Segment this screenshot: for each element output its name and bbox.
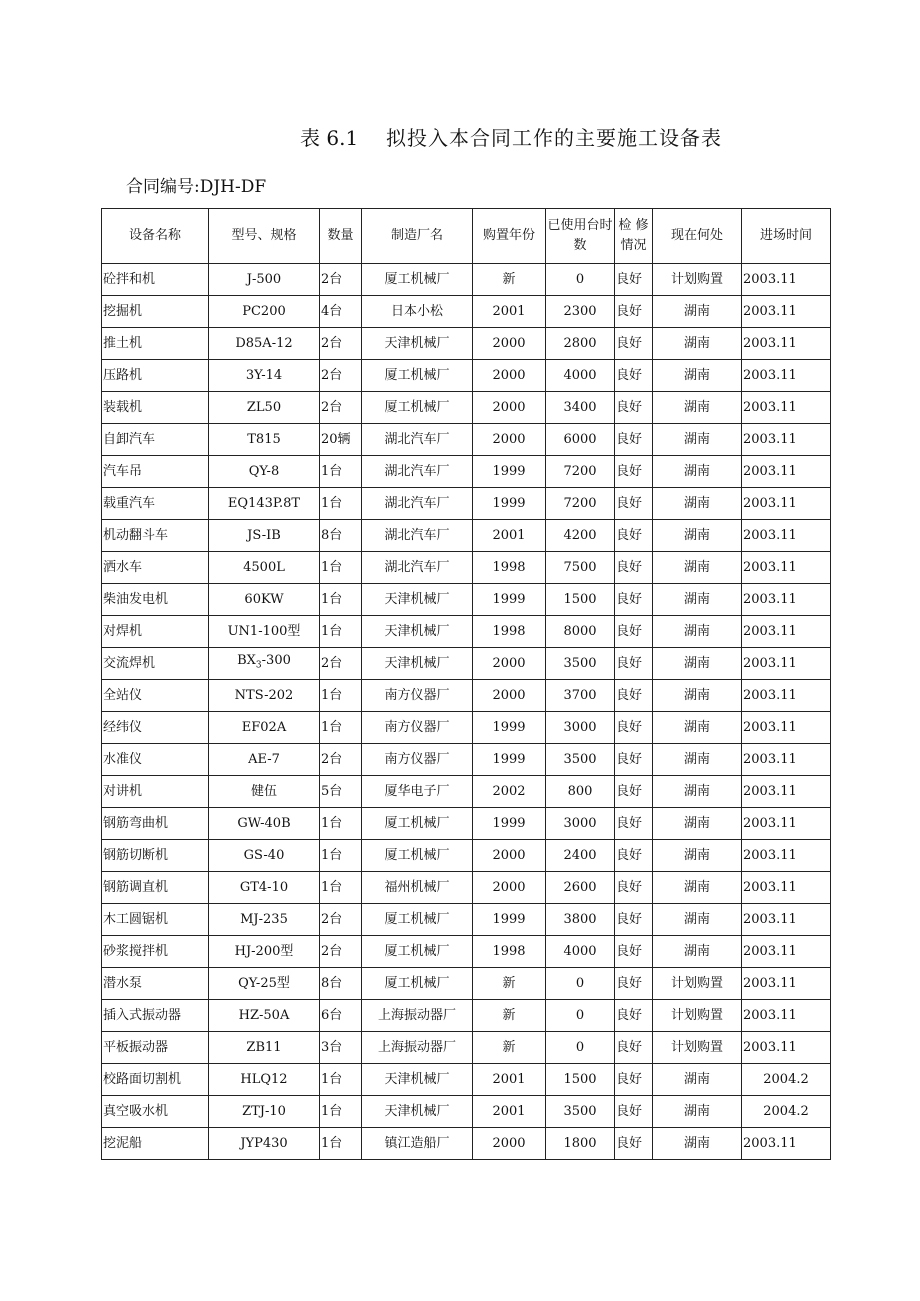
cell-hours-used: 3500	[546, 1096, 615, 1128]
table-row	[102, 808, 831, 840]
header-location: 现在何处	[653, 209, 742, 264]
cell-model: EQ143P.8T	[209, 488, 320, 520]
header-condition: 检 修情况	[615, 209, 653, 264]
cell-purchase-year: 1999	[473, 488, 546, 520]
cell-hours-used: 2400	[546, 840, 615, 872]
cell-location: 计划购置	[653, 1032, 742, 1064]
cell-quantity: 8台	[320, 520, 362, 552]
table-row	[102, 392, 831, 424]
cell-model: GW-40B	[209, 808, 320, 840]
cell-quantity: 1台	[320, 1096, 362, 1128]
cell-model: D85A-12	[209, 328, 320, 360]
cell-equipment-name: 全站仪	[102, 680, 209, 712]
cell-manufacturer: 湖北汽车厂	[362, 488, 473, 520]
cell-hours-used: 1500	[546, 1064, 615, 1096]
header-manufacturer: 制造厂名	[362, 209, 473, 264]
cell-condition: 良好	[615, 680, 653, 712]
table-row	[102, 488, 831, 520]
cell-model: EF02A	[209, 712, 320, 744]
cell-manufacturer: 南方仪器厂	[362, 712, 473, 744]
cell-model: GS-40	[209, 840, 320, 872]
cell-purchase-year: 1998	[473, 552, 546, 584]
cell-equipment-name: 汽车吊	[102, 456, 209, 488]
cell-model: HJ-200型	[209, 936, 320, 968]
document-title	[0, 122, 920, 154]
table-row	[102, 424, 831, 456]
cell-purchase-year: 2000	[473, 680, 546, 712]
cell-entry-time: 2003.11	[742, 360, 831, 392]
cell-entry-time: 2003.11	[742, 584, 831, 616]
table-row	[102, 936, 831, 968]
cell-location: 湖南	[653, 456, 742, 488]
cell-hours-used: 7200	[546, 456, 615, 488]
cell-model: T815	[209, 424, 320, 456]
cell-location: 湖南	[653, 1064, 742, 1096]
table-row	[102, 1032, 831, 1064]
cell-hours-used: 2600	[546, 872, 615, 904]
cell-purchase-year: 2000	[473, 424, 546, 456]
cell-manufacturer: 福州机械厂	[362, 872, 473, 904]
table-header-row	[102, 209, 831, 264]
cell-purchase-year: 1999	[473, 904, 546, 936]
table-row	[102, 904, 831, 936]
cell-model: HZ-50A	[209, 1000, 320, 1032]
cell-hours-used: 1800	[546, 1128, 615, 1160]
cell-condition: 良好	[615, 872, 653, 904]
cell-equipment-name: 挖掘机	[102, 296, 209, 328]
cell-hours-used: 0	[546, 968, 615, 1000]
cell-manufacturer: 厦工机械厂	[362, 936, 473, 968]
cell-purchase-year: 新	[473, 968, 546, 1000]
cell-purchase-year: 1999	[473, 744, 546, 776]
cell-manufacturer: 南方仪器厂	[362, 680, 473, 712]
cell-entry-time: 2003.11	[742, 648, 831, 680]
cell-model: QY-25型	[209, 968, 320, 1000]
cell-quantity: 3台	[320, 1032, 362, 1064]
cell-equipment-name: 载重汽车	[102, 488, 209, 520]
cell-condition: 良好	[615, 648, 653, 680]
cell-quantity: 20辆	[320, 424, 362, 456]
cell-purchase-year: 2000	[473, 328, 546, 360]
table-row	[102, 264, 831, 296]
table-number: 表 6.1	[300, 126, 359, 150]
cell-manufacturer: 湖北汽车厂	[362, 424, 473, 456]
cell-entry-time: 2003.11	[742, 840, 831, 872]
cell-hours-used: 1500	[546, 584, 615, 616]
cell-equipment-name: 经纬仪	[102, 712, 209, 744]
cell-quantity: 1台	[320, 456, 362, 488]
cell-entry-time: 2003.11	[742, 1032, 831, 1064]
cell-purchase-year: 1998	[473, 616, 546, 648]
cell-model: AE-7	[209, 744, 320, 776]
cell-purchase-year: 新	[473, 1000, 546, 1032]
cell-equipment-name: 挖泥船	[102, 1128, 209, 1160]
cell-hours-used: 3800	[546, 904, 615, 936]
cell-equipment-name: 装载机	[102, 392, 209, 424]
cell-quantity: 2台	[320, 904, 362, 936]
cell-location: 湖南	[653, 520, 742, 552]
cell-model: MJ-235	[209, 904, 320, 936]
cell-entry-time: 2003.11	[742, 456, 831, 488]
table-row	[102, 328, 831, 360]
cell-hours-used: 0	[546, 264, 615, 296]
cell-hours-used: 8000	[546, 616, 615, 648]
cell-model: QY-8	[209, 456, 320, 488]
cell-condition: 良好	[615, 520, 653, 552]
cell-quantity: 1台	[320, 872, 362, 904]
cell-hours-used: 2300	[546, 296, 615, 328]
cell-location: 湖南	[653, 552, 742, 584]
cell-location: 计划购置	[653, 1000, 742, 1032]
cell-condition: 良好	[615, 360, 653, 392]
cell-manufacturer: 天津机械厂	[362, 1064, 473, 1096]
cell-quantity: 1台	[320, 712, 362, 744]
cell-condition: 良好	[615, 904, 653, 936]
cell-condition: 良好	[615, 936, 653, 968]
cell-equipment-name: 钢筋调直机	[102, 872, 209, 904]
cell-equipment-name: 插入式振动器	[102, 1000, 209, 1032]
cell-quantity: 1台	[320, 840, 362, 872]
cell-manufacturer: 天津机械厂	[362, 1096, 473, 1128]
cell-manufacturer: 湖北汽车厂	[362, 520, 473, 552]
cell-manufacturer: 厦工机械厂	[362, 840, 473, 872]
cell-manufacturer: 南方仪器厂	[362, 744, 473, 776]
cell-entry-time: 2003.11	[742, 392, 831, 424]
cell-purchase-year: 2000	[473, 872, 546, 904]
cell-location: 计划购置	[653, 968, 742, 1000]
cell-hours-used: 7500	[546, 552, 615, 584]
cell-entry-time: 2003.11	[742, 328, 831, 360]
cell-location: 湖南	[653, 392, 742, 424]
cell-entry-time: 2003.11	[742, 1128, 831, 1160]
header-quantity: 数量	[320, 209, 362, 264]
cell-quantity: 1台	[320, 680, 362, 712]
cell-condition: 良好	[615, 1128, 653, 1160]
cell-location: 计划购置	[653, 264, 742, 296]
cell-condition: 良好	[615, 712, 653, 744]
header-hours-used: 已使用台时数	[546, 209, 615, 264]
cell-model: 60KW	[209, 584, 320, 616]
cell-hours-used: 3000	[546, 712, 615, 744]
cell-location: 湖南	[653, 1096, 742, 1128]
cell-location: 湖南	[653, 616, 742, 648]
cell-equipment-name: 平板振动器	[102, 1032, 209, 1064]
cell-hours-used: 3400	[546, 392, 615, 424]
cell-quantity: 1台	[320, 616, 362, 648]
cell-entry-time: 2003.11	[742, 264, 831, 296]
cell-condition: 良好	[615, 968, 653, 1000]
contract-number: 合同编号:DJH-DF	[126, 177, 267, 197]
table-row	[102, 1000, 831, 1032]
cell-model: 4500L	[209, 552, 320, 584]
table-row	[102, 616, 831, 648]
cell-model: ZL50	[209, 392, 320, 424]
cell-manufacturer: 厦工机械厂	[362, 392, 473, 424]
cell-manufacturer: 天津机械厂	[362, 584, 473, 616]
cell-entry-time: 2003.11	[742, 424, 831, 456]
cell-quantity: 4台	[320, 296, 362, 328]
cell-purchase-year: 2000	[473, 648, 546, 680]
cell-manufacturer: 日本小松	[362, 296, 473, 328]
cell-model: PC200	[209, 296, 320, 328]
cell-quantity: 1台	[320, 584, 362, 616]
table-title: 拟投入本合同工作的主要施工设备表	[386, 126, 722, 150]
cell-model: JYP430	[209, 1128, 320, 1160]
cell-entry-time: 2003.11	[742, 936, 831, 968]
table-row	[102, 520, 831, 552]
cell-entry-time: 2003.11	[742, 520, 831, 552]
cell-hours-used: 2800	[546, 328, 615, 360]
header-equipment-name: 设备名称	[102, 209, 209, 264]
cell-manufacturer: 厦工机械厂	[362, 904, 473, 936]
cell-hours-used: 3500	[546, 744, 615, 776]
cell-purchase-year: 2001	[473, 1096, 546, 1128]
cell-equipment-name: 对焊机	[102, 616, 209, 648]
cell-condition: 良好	[615, 840, 653, 872]
cell-model: ZTJ-10	[209, 1096, 320, 1128]
cell-location: 湖南	[653, 744, 742, 776]
cell-quantity: 2台	[320, 648, 362, 680]
cell-quantity: 2台	[320, 328, 362, 360]
cell-hours-used: 800	[546, 776, 615, 808]
cell-condition: 良好	[615, 552, 653, 584]
cell-quantity: 6台	[320, 1000, 362, 1032]
cell-model: JS-IB	[209, 520, 320, 552]
cell-quantity: 8台	[320, 968, 362, 1000]
cell-hours-used: 7200	[546, 488, 615, 520]
cell-purchase-year: 2001	[473, 296, 546, 328]
cell-location: 湖南	[653, 904, 742, 936]
cell-equipment-name: 对讲机	[102, 776, 209, 808]
cell-manufacturer: 厦华电子厂	[362, 776, 473, 808]
cell-condition: 良好	[615, 808, 653, 840]
cell-location: 湖南	[653, 296, 742, 328]
cell-condition: 良好	[615, 424, 653, 456]
cell-condition: 良好	[615, 456, 653, 488]
cell-entry-time: 2003.11	[742, 776, 831, 808]
cell-condition: 良好	[615, 1000, 653, 1032]
cell-location: 湖南	[653, 776, 742, 808]
cell-manufacturer: 湖北汽车厂	[362, 552, 473, 584]
cell-hours-used: 6000	[546, 424, 615, 456]
header-model: 型号、规格	[209, 209, 320, 264]
cell-quantity: 1台	[320, 552, 362, 584]
cell-model: GT4-10	[209, 872, 320, 904]
cell-manufacturer: 厦工机械厂	[362, 360, 473, 392]
cell-condition: 良好	[615, 392, 653, 424]
cell-entry-time: 2003.11	[742, 680, 831, 712]
cell-equipment-name: 自卸汽车	[102, 424, 209, 456]
cell-manufacturer: 厦工机械厂	[362, 264, 473, 296]
cell-entry-time: 2003.11	[742, 1000, 831, 1032]
cell-purchase-year: 新	[473, 1032, 546, 1064]
cell-location: 湖南	[653, 328, 742, 360]
table-row	[102, 296, 831, 328]
cell-location: 湖南	[653, 424, 742, 456]
cell-condition: 良好	[615, 296, 653, 328]
cell-manufacturer: 上海振动器厂	[362, 1032, 473, 1064]
cell-equipment-name: 真空吸水机	[102, 1096, 209, 1128]
cell-location: 湖南	[653, 1128, 742, 1160]
cell-equipment-name: 砼拌和机	[102, 264, 209, 296]
cell-purchase-year: 2000	[473, 1128, 546, 1160]
cell-hours-used: 4000	[546, 936, 615, 968]
table-row	[102, 1096, 831, 1128]
cell-entry-time: 2003.11	[742, 968, 831, 1000]
cell-condition: 良好	[615, 1032, 653, 1064]
cell-manufacturer: 厦工机械厂	[362, 808, 473, 840]
cell-manufacturer: 天津机械厂	[362, 648, 473, 680]
cell-quantity: 2台	[320, 392, 362, 424]
cell-location: 湖南	[653, 936, 742, 968]
cell-entry-time: 2003.11	[742, 616, 831, 648]
table-row	[102, 712, 831, 744]
cell-purchase-year: 1999	[473, 456, 546, 488]
cell-location: 湖南	[653, 840, 742, 872]
header-entry-time: 进场时间	[742, 209, 831, 264]
cell-quantity: 2台	[320, 936, 362, 968]
table-row	[102, 872, 831, 904]
cell-equipment-name: 潜水泵	[102, 968, 209, 1000]
cell-manufacturer: 湖北汽车厂	[362, 456, 473, 488]
cell-entry-time: 2003.11	[742, 872, 831, 904]
cell-equipment-name: 水准仪	[102, 744, 209, 776]
cell-condition: 良好	[615, 1096, 653, 1128]
table-row	[102, 744, 831, 776]
cell-entry-time: 2003.11	[742, 904, 831, 936]
cell-condition: 良好	[615, 1064, 653, 1096]
table-row	[102, 1064, 831, 1096]
cell-entry-time: 2003.11	[742, 296, 831, 328]
cell-location: 湖南	[653, 488, 742, 520]
cell-manufacturer: 厦工机械厂	[362, 968, 473, 1000]
cell-location: 湖南	[653, 584, 742, 616]
cell-entry-time: 2003.11	[742, 712, 831, 744]
cell-location: 湖南	[653, 872, 742, 904]
cell-entry-time: 2003.11	[742, 808, 831, 840]
cell-model: NTS-202	[209, 680, 320, 712]
cell-purchase-year: 2001	[473, 520, 546, 552]
cell-location: 湖南	[653, 680, 742, 712]
cell-equipment-name: 柴油发电机	[102, 584, 209, 616]
table-row	[102, 968, 831, 1000]
cell-manufacturer: 上海振动器厂	[362, 1000, 473, 1032]
cell-equipment-name: 机动翻斗车	[102, 520, 209, 552]
cell-quantity: 1台	[320, 1128, 362, 1160]
cell-hours-used: 4200	[546, 520, 615, 552]
cell-entry-time: 2003.11	[742, 744, 831, 776]
cell-equipment-name: 木工圆锯机	[102, 904, 209, 936]
cell-quantity: 1台	[320, 808, 362, 840]
cell-condition: 良好	[615, 776, 653, 808]
cell-hours-used: 3000	[546, 808, 615, 840]
table-row	[102, 680, 831, 712]
cell-hours-used: 3700	[546, 680, 615, 712]
cell-equipment-name: 洒水车	[102, 552, 209, 584]
table-row	[102, 776, 831, 808]
cell-purchase-year: 1999	[473, 808, 546, 840]
cell-purchase-year: 新	[473, 264, 546, 296]
cell-equipment-name: 压路机	[102, 360, 209, 392]
cell-hours-used: 4000	[546, 360, 615, 392]
cell-purchase-year: 2000	[473, 840, 546, 872]
cell-model: HLQ12	[209, 1064, 320, 1096]
table-row	[102, 552, 831, 584]
cell-purchase-year: 1998	[473, 936, 546, 968]
cell-quantity: 1台	[320, 1064, 362, 1096]
cell-equipment-name: 砂浆搅拌机	[102, 936, 209, 968]
cell-location: 湖南	[653, 648, 742, 680]
cell-quantity: 1台	[320, 488, 362, 520]
cell-condition: 良好	[615, 616, 653, 648]
cell-quantity: 2台	[320, 744, 362, 776]
cell-condition: 良好	[615, 264, 653, 296]
table-row	[102, 840, 831, 872]
cell-model: ZB11	[209, 1032, 320, 1064]
cell-equipment-name: 推土机	[102, 328, 209, 360]
table-body	[102, 264, 831, 1160]
cell-quantity: 2台	[320, 360, 362, 392]
table-row	[102, 648, 831, 680]
cell-model: 健伍	[209, 776, 320, 808]
cell-purchase-year: 2000	[473, 392, 546, 424]
cell-equipment-name: 钢筋弯曲机	[102, 808, 209, 840]
cell-hours-used: 0	[546, 1000, 615, 1032]
cell-entry-time: 2004.2	[742, 1096, 831, 1128]
cell-quantity: 5台	[320, 776, 362, 808]
cell-model: J-500	[209, 264, 320, 296]
cell-location: 湖南	[653, 360, 742, 392]
cell-equipment-name: 校路面切割机	[102, 1064, 209, 1096]
cell-condition: 良好	[615, 584, 653, 616]
cell-equipment-name: 钢筋切断机	[102, 840, 209, 872]
table-row	[102, 1128, 831, 1160]
equipment-table	[101, 208, 831, 1160]
cell-purchase-year: 2002	[473, 776, 546, 808]
cell-location: 湖南	[653, 808, 742, 840]
cell-entry-time: 2004.2	[742, 1064, 831, 1096]
header-purchase-year: 购置年份	[473, 209, 546, 264]
cell-purchase-year: 1999	[473, 584, 546, 616]
cell-purchase-year: 2001	[473, 1064, 546, 1096]
cell-quantity: 2台	[320, 264, 362, 296]
table-row	[102, 360, 831, 392]
cell-model: UN1-100型	[209, 616, 320, 648]
table-row	[102, 584, 831, 616]
cell-manufacturer: 镇江造船厂	[362, 1128, 473, 1160]
cell-model: $BX_3-300$	[209, 648, 320, 680]
cell-hours-used: 3500	[546, 648, 615, 680]
cell-equipment-name: 交流焊机	[102, 648, 209, 680]
cell-hours-used: 0	[546, 1032, 615, 1064]
cell-location: 湖南	[653, 712, 742, 744]
cell-condition: 良好	[615, 744, 653, 776]
cell-entry-time: 2003.11	[742, 488, 831, 520]
cell-model: 3Y-14	[209, 360, 320, 392]
table-row	[102, 456, 831, 488]
cell-condition: 良好	[615, 488, 653, 520]
cell-manufacturer: 天津机械厂	[362, 328, 473, 360]
cell-manufacturer: 天津机械厂	[362, 616, 473, 648]
cell-purchase-year: 1999	[473, 712, 546, 744]
cell-condition: 良好	[615, 328, 653, 360]
cell-entry-time: 2003.11	[742, 552, 831, 584]
cell-purchase-year: 2000	[473, 360, 546, 392]
